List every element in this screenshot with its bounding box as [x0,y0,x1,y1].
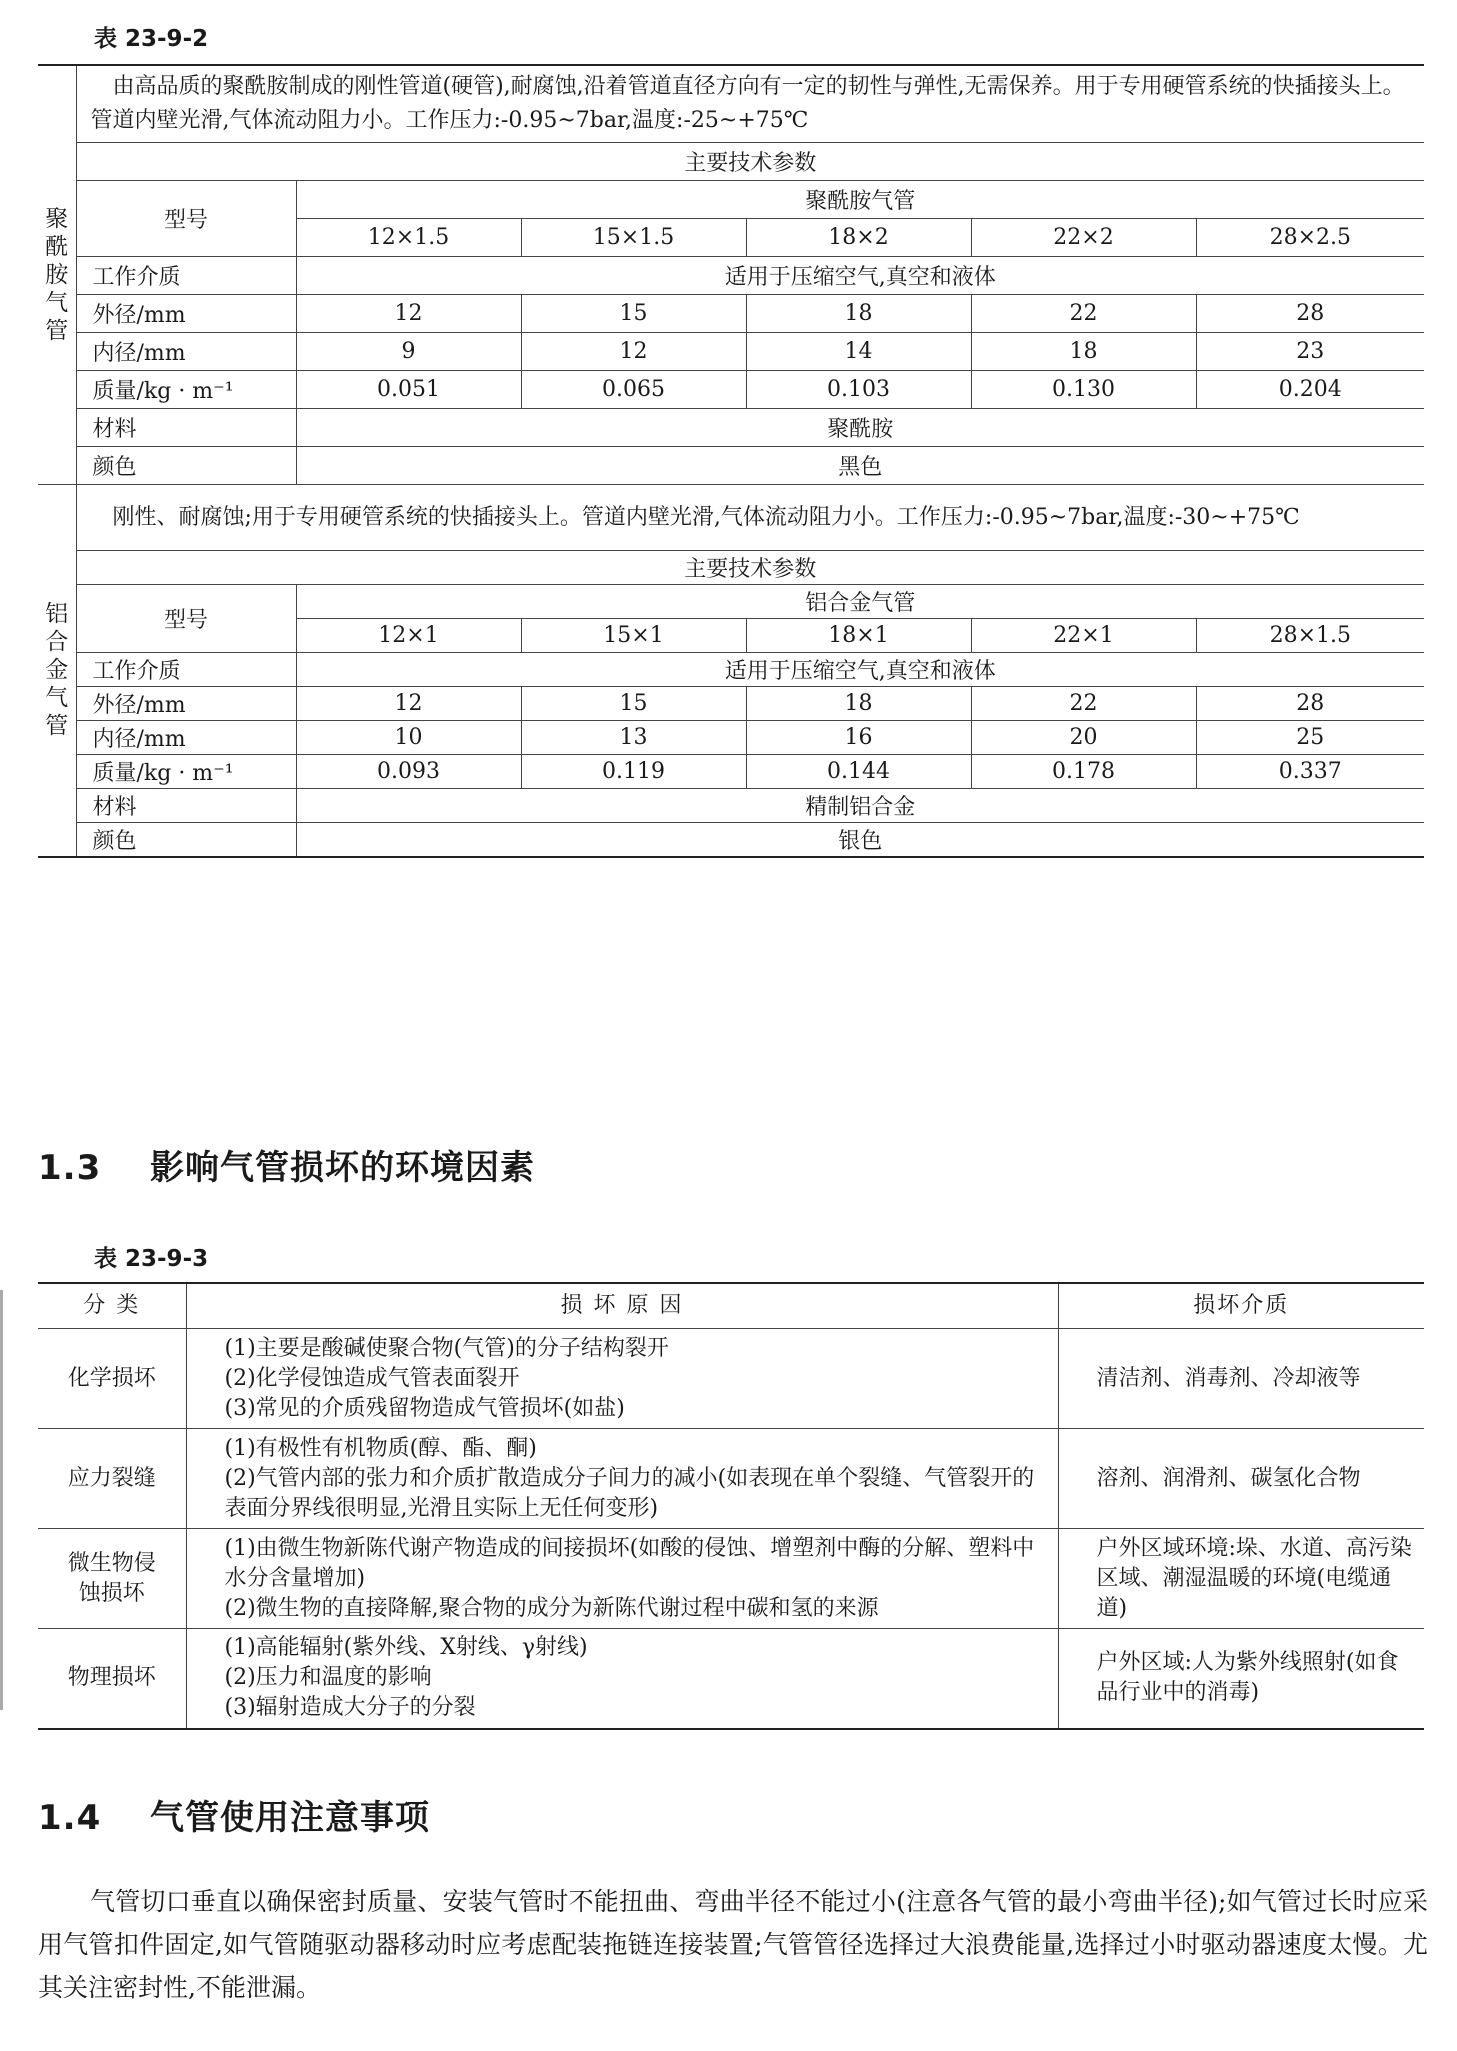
damage-factor-table [38,1282,1424,1730]
spec-value-cell: 18 [746,295,971,333]
spec-row [38,721,1424,755]
reason-item: (1)由微生物新陈代谢产物造成的间接损坏(如酸的侵蚀、增塑剂中酶的分解、塑料中水分含量增加) [224,1535,1035,1591]
damage-category-cell: 应力裂缝 [38,1429,186,1529]
spec-label-cell: 内径/mm [76,333,296,371]
reason-item: (2)气管内部的张力和介质扩散造成分子间力的减小(如表现在单个裂缝、气管裂开的表面分界线很明显,光滑且实际上无任何变形) [224,1465,1035,1521]
spec-span-cell: 银色 [296,823,1424,857]
spec-label-cell: 材料 [76,409,296,447]
description-row [38,485,1424,551]
spec-row [38,653,1424,687]
damage-category-cell: 化学损坏 [38,1329,186,1429]
spec-span-cell: 适用于压缩空气,真空和液体 [296,653,1424,687]
reason-item: (2)压力和温度的影响 [224,1665,432,1691]
model-cell: 12×1 [296,619,521,653]
model-group-row [38,585,1424,619]
section-number: 1.4 [38,1798,102,1838]
reason-item: (3)辐射造成大分子的分裂 [224,1695,476,1721]
category-char: 铝 [45,601,69,628]
spec-span-cell: 精制铝合金 [296,789,1424,823]
damage-reasons-cell [186,1329,1058,1429]
spec-value-cell: 0.093 [296,755,521,789]
spec-value-cell: 0.065 [521,371,746,409]
damage-row [38,1629,1424,1729]
header-cell: 损 坏 原 因 [186,1283,1058,1329]
model-cell: 22×1 [971,619,1196,653]
category-cell [38,65,76,485]
spec-value-cell: 18 [971,333,1196,371]
spec-row [38,755,1424,789]
section-heading [38,1790,430,1839]
category-cell [38,485,76,857]
category-char: 聚 [45,206,69,232]
spec-label-cell: 颜色 [76,823,296,857]
category-char: 酰 [45,234,69,260]
spec-label-cell: 材料 [76,789,296,823]
model-cell: 28×2.5 [1196,219,1424,257]
page-edge-mark [0,1290,3,1710]
category-char: 气 [45,685,69,712]
reason-item: (2)化学侵蚀造成气管表面裂开 [224,1365,520,1391]
spec-value-cell: 0.144 [746,755,971,789]
spec-value-cell: 28 [1196,295,1424,333]
spec-span-cell: 聚酰胺 [296,409,1424,447]
table-label: 表 23-9-3 [94,1246,209,1272]
section-number: 1.3 [38,1148,102,1188]
spec-value-cell: 16 [746,721,971,755]
model-cell: 18×2 [746,219,971,257]
damage-category-cell: 物理损坏 [38,1629,186,1729]
spec-value-cell: 0.178 [971,755,1196,789]
model-cell: 22×2 [971,219,1196,257]
reason-item: (1)主要是酸碱使聚合物(气管)的分子结构裂开 [224,1335,669,1361]
damage-media-cell: 溶剂、润滑剂、碳氢化合物 [1058,1429,1424,1529]
spec-label-cell: 颜色 [76,447,296,485]
spec-row [38,409,1424,447]
description-cell: 由高品质的聚酰胺制成的刚性管道(硬管),耐腐蚀,沿着管道直径方向有一定的韧性与弹性,无需保养。用于专用硬管系统的快插接头上。管道内壁光滑,气体流动阻力小。工作压力:-0.95~7bar,温度:-25~+75℃ [76,65,1424,143]
model-cell: 18×1 [746,619,971,653]
spec-value-cell: 12 [296,687,521,721]
spec-value-cell: 18 [746,687,971,721]
tube-spec-table [38,64,1424,858]
spec-row [38,823,1424,857]
spec-value-cell: 22 [971,295,1196,333]
spec-value-cell: 25 [1196,721,1424,755]
spec-span-cell: 适用于压缩空气,真空和液体 [296,257,1424,295]
spec-value-cell: 15 [521,687,746,721]
spec-row [38,789,1424,823]
model-group-row [38,181,1424,219]
reason-item: (1)高能辐射(紫外线、X射线、γ射线) [224,1635,588,1661]
reason-item: (2)微生物的直接降解,聚合物的成分为新陈代谢过程中碳和氢的来源 [224,1595,879,1621]
spec-value-cell: 0.204 [1196,371,1424,409]
params-title-row [38,143,1424,181]
damage-row [38,1429,1424,1529]
model-label-cell: 型号 [76,585,296,653]
spec-value-cell: 14 [746,333,971,371]
category-char: 气 [45,290,69,316]
description-cell: 刚性、耐腐蚀;用于专用硬管系统的快插接头上。管道内壁光滑,气体流动阻力小。工作压力:-0.95~7bar,温度:-30~+75℃ [76,485,1424,551]
category-char: 胺 [45,262,69,288]
category-char: 管 [45,713,69,740]
spec-value-cell: 9 [296,333,521,371]
category-char: 合 [45,629,69,656]
spec-label-cell: 质量/kg · m⁻¹ [76,371,296,409]
spec-span-cell: 黑色 [296,447,1424,485]
spec-value-cell: 28 [1196,687,1424,721]
spec-label-cell: 工作介质 [76,257,296,295]
model-group-cell: 聚酰胺气管 [296,181,1424,219]
section-title: 气管使用注意事项 [150,1798,430,1838]
spec-row [38,257,1424,295]
damage-reasons-cell [186,1529,1058,1629]
damage-row [38,1529,1424,1629]
model-cell: 15×1.5 [521,219,746,257]
model-cell: 15×1 [521,619,746,653]
spec-value-cell: 10 [296,721,521,755]
damage-media-cell: 户外区域:人为紫外线照射(如食品行业中的消毒) [1058,1629,1424,1729]
spec-label-cell: 工作介质 [76,653,296,687]
category-char: 管 [45,318,69,344]
damage-row [38,1329,1424,1429]
reason-item: (1)有极性有机物质(醇、酯、酮) [224,1435,537,1461]
model-group-cell: 铝合金气管 [296,585,1424,619]
spec-row [38,687,1424,721]
description-row [38,65,1424,143]
spec-value-cell: 0.119 [521,755,746,789]
params-title-cell: 主要技术参数 [76,551,1424,585]
section-heading [38,1140,535,1189]
header-cell: 损坏介质 [1058,1283,1424,1329]
spec-value-cell: 23 [1196,333,1424,371]
spec-row [38,447,1424,485]
header-cell: 分 类 [38,1283,186,1329]
spec-value-cell: 0.337 [1196,755,1424,789]
spec-value-cell: 12 [296,295,521,333]
params-title-cell: 主要技术参数 [76,143,1424,181]
usage-notes-paragraph: 气管切口垂直以确保密封质量、安装气管时不能扭曲、弯曲半径不能过小(注意各气管的最小弯曲半径);如气管过长时应采用气管扣件固定,如气管随驱动器移动时应考虑配装拖链连接装置;气管管径选择过大浪费能量,选择过小时驱动器速度太慢。尤其关注密封性,不能泄漏。 [38,1887,1428,2002]
model-cell: 12×1.5 [296,219,521,257]
model-cell: 28×1.5 [1196,619,1424,653]
table-label: 表 23-9-2 [94,26,209,52]
params-title-row [38,551,1424,585]
spec-label-cell: 外径/mm [76,687,296,721]
damage-media-cell: 清洁剂、消毒剂、冷却液等 [1058,1329,1424,1429]
spec-value-cell: 0.103 [746,371,971,409]
reason-item: (3)常见的介质残留物造成气管损坏(如盐) [224,1395,625,1421]
spec-label-cell: 内径/mm [76,721,296,755]
spec-row [38,371,1424,409]
spec-value-cell: 12 [521,333,746,371]
spec-row [38,295,1424,333]
damage-media-cell: 户外区域环境:垛、水道、高污染区域、潮湿温暖的环境(电缆通道) [1058,1529,1424,1629]
spec-value-cell: 20 [971,721,1196,755]
category-char: 金 [45,657,69,684]
spec-label-cell: 质量/kg · m⁻¹ [76,755,296,789]
damage-category-cell: 微生物侵蚀损坏 [38,1529,186,1629]
spec-value-cell: 0.130 [971,371,1196,409]
spec-value-cell: 13 [521,721,746,755]
damage-reasons-cell [186,1429,1058,1529]
spec-label-cell: 外径/mm [76,295,296,333]
spec-value-cell: 22 [971,687,1196,721]
spec-value-cell: 15 [521,295,746,333]
spec-row [38,333,1424,371]
damage-reasons-cell [186,1629,1058,1729]
spec-value-cell: 0.051 [296,371,521,409]
header-row [38,1283,1424,1329]
section-title: 影响气管损坏的环境因素 [150,1148,535,1188]
model-label-cell: 型号 [76,181,296,257]
